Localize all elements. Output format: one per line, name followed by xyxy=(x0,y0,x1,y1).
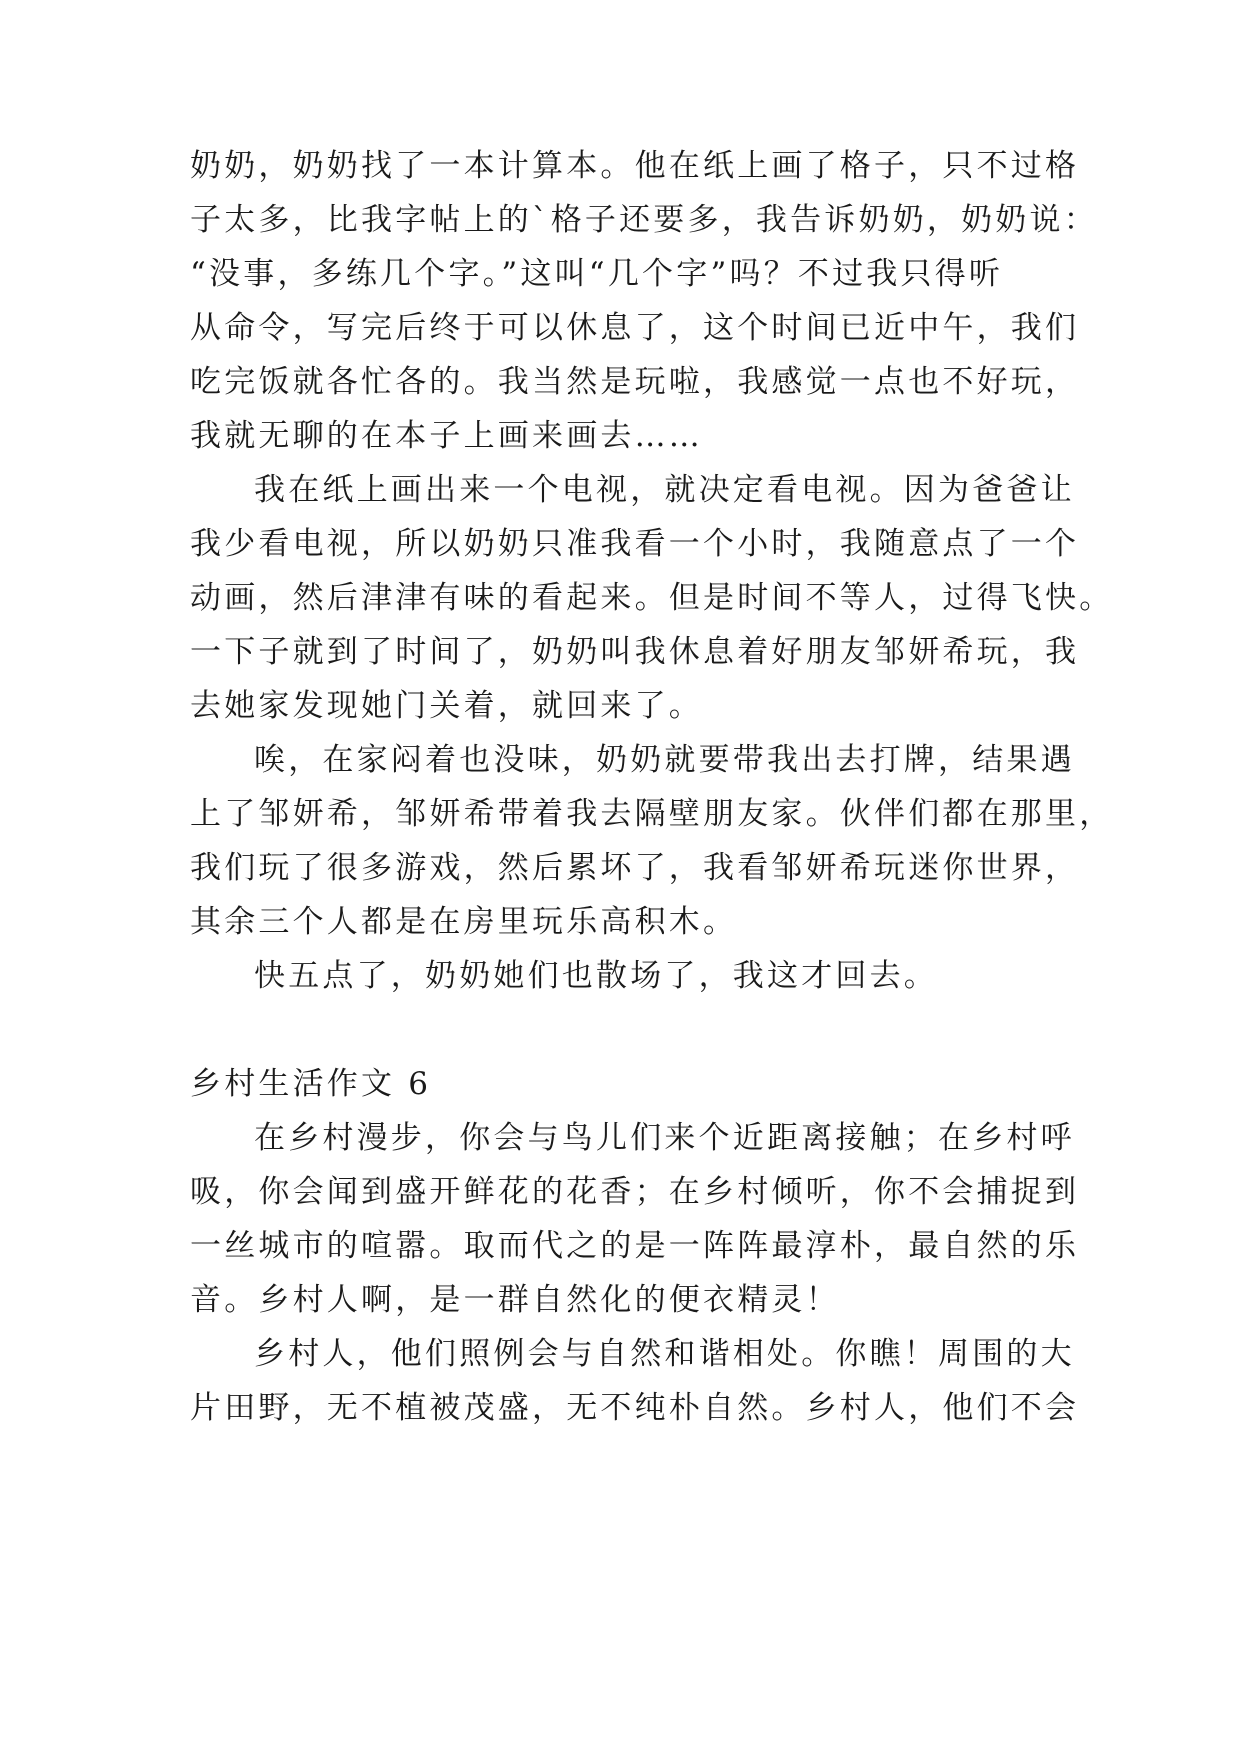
text-line: 在乡村漫步，你会与鸟儿们来个近距离接触；在乡村呼 xyxy=(254,1120,1075,1156)
text-line: 一丝城市的喧嚣。取而代之的是一阵阵最淳朴，最自然的乐 xyxy=(190,1228,1080,1264)
text-line: “没事，多练几个字。”这叫“几个字”吗？不过我只得听 xyxy=(190,256,1004,292)
text-line: 我们玩了很多游戏，然后累坏了，我看邹妍希玩迷你世界， xyxy=(190,850,1080,886)
text-line: 子太多，比我字帖上的`格子还要多，我告诉奶奶，奶奶说： xyxy=(190,202,1098,238)
text-line: 唉，在家闷着也没味，奶奶就要带我出去打牌，结果遇 xyxy=(254,742,1075,778)
text-line: 片田野，无不植被茂盛，无不纯朴自然。乡村人，他们不会 xyxy=(190,1390,1080,1426)
text-line: 动画，然后津津有味的看起来。但是时间不等人，过得飞快。 xyxy=(190,580,1114,616)
text-line: 我在纸上画出来一个电视，就决定看电视。因为爸爸让 xyxy=(254,472,1075,508)
text-line: 上了邹妍希，邹妍希带着我去隔壁朋友家。伙伴们都在那里， xyxy=(190,796,1114,832)
text-line: 去她家发现她门关着，就回来了。 xyxy=(190,688,703,724)
text-line: 从命令，写完后终于可以休息了，这个时间已近中午，我们 xyxy=(190,310,1080,346)
text-line: 乡村人，他们照例会与自然和谐相处。你瞧！周围的大 xyxy=(254,1336,1075,1372)
text-line: 我少看电视，所以奶奶只准我看一个小时，我随意点了一个 xyxy=(190,526,1080,562)
text-line: 一下子就到了时间了，奶奶叫我休息着好朋友邹妍希玩，我 xyxy=(190,634,1080,670)
text-line: 我就无聊的在本子上画来画去…… xyxy=(190,418,703,454)
text-line: 奶奶，奶奶找了一本计算本。他在纸上画了格子，只不过格 xyxy=(190,148,1080,184)
text-line: 吸，你会闻到盛开鲜花的花香；在乡村倾听，你不会捕捉到 xyxy=(190,1174,1080,1210)
text-line: 吃完饭就各忙各的。我当然是玩啦，我感觉一点也不好玩， xyxy=(190,364,1080,400)
text-line: 快五点了，奶奶她们也散场了，我这才回去。 xyxy=(254,958,938,994)
text-line: 其余三个人都是在房里玩乐高积木。 xyxy=(190,904,738,940)
text-line: 音。乡村人啊，是一群自然化的便衣精灵！ xyxy=(190,1282,840,1318)
section-title: 乡村生活作文 6 xyxy=(190,1066,432,1102)
